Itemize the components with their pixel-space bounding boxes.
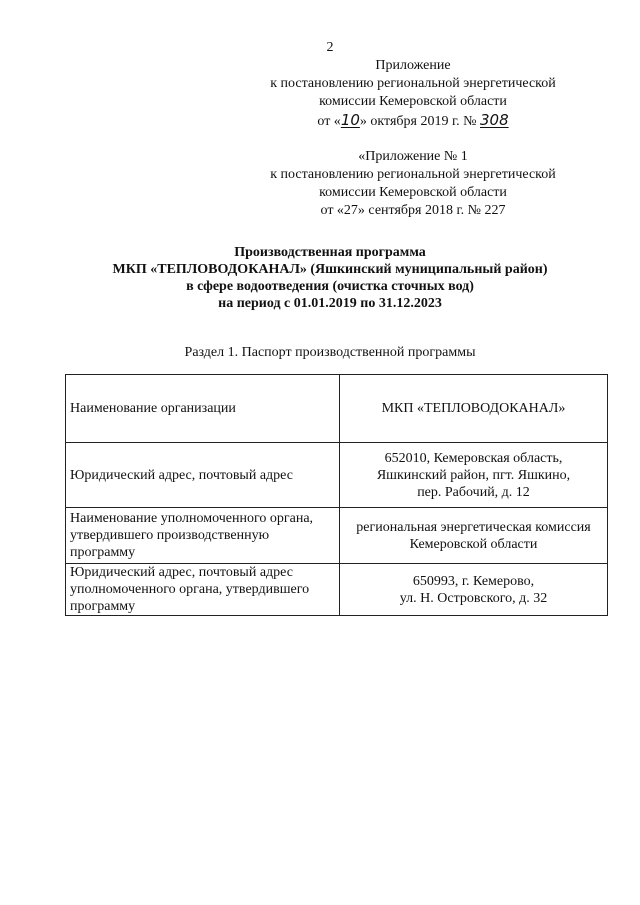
value-line: Кемеровской области — [409, 536, 538, 552]
row-value — [340, 508, 608, 564]
value-line: 652010, Кемеровская область, — [384, 450, 563, 466]
handwritten-number: 308 — [479, 111, 509, 129]
original-date-line: от «27» сентября 2018 г. № 227 — [320, 203, 506, 218]
document-title — [0, 244, 640, 312]
title-line-3: в сфере водоотведения (очистка сточных вод) — [186, 279, 474, 294]
row-label: Юридический адрес, почтовый адрес уполномоченного органа, утвердившего программу — [66, 564, 340, 616]
row-value — [340, 443, 608, 508]
passport-table — [65, 374, 608, 616]
attachment-label: Приложение — [375, 58, 451, 73]
title-line-1: Производственная программа — [234, 245, 426, 260]
original-attachment-label: «Приложение № 1 — [358, 149, 468, 164]
value-line: пер. Рабочий, д. 12 — [417, 484, 530, 500]
section-heading: Раздел 1. Паспорт производственной программы — [184, 345, 476, 360]
attachment-current-block — [248, 57, 578, 131]
value-line: ул. Н. Островского, д. 32 — [399, 590, 548, 606]
date-middle: » октября 2019 г. № — [359, 114, 477, 129]
table-row — [66, 508, 608, 564]
row-label: Юридический адрес, почтовый адрес — [66, 443, 340, 508]
table-row — [66, 375, 608, 443]
attachment-commission-line: комиссии Кемеровской области — [319, 94, 507, 109]
row-value — [340, 564, 608, 616]
title-line-2: МКП «ТЕПЛОВОДОКАНАЛ» (Яшкинский муниципальный район) — [112, 262, 548, 277]
row-label: Наименование организации — [66, 375, 340, 443]
attachment-date-line — [248, 111, 578, 131]
handwritten-day: 10 — [340, 111, 360, 129]
attachment-original-block — [248, 148, 578, 220]
original-resolution-line: к постановлению региональной энергетической — [270, 167, 556, 182]
title-line-4: на период с 01.01.2019 по 31.12.2023 — [218, 296, 442, 311]
row-label: Наименование уполномоченного органа, утвердившего производственную программу — [66, 508, 340, 564]
date-prefix: от « — [317, 114, 341, 129]
value-line: 650993, г. Кемерово, — [412, 573, 535, 589]
value-line: МКП «ТЕПЛОВОДОКАНАЛ» — [381, 401, 566, 416]
value-line: Яшкинский район, пгт. Яшкино, — [376, 467, 571, 483]
attachment-resolution-line: к постановлению региональной энергетической — [270, 76, 556, 91]
table-row — [66, 564, 608, 616]
table-row — [66, 443, 608, 508]
original-commission-line: комиссии Кемеровской области — [319, 185, 507, 200]
value-line: региональная энергетическая комиссия — [356, 519, 591, 535]
row-value — [340, 375, 608, 443]
page-number: 2 — [326, 40, 334, 55]
